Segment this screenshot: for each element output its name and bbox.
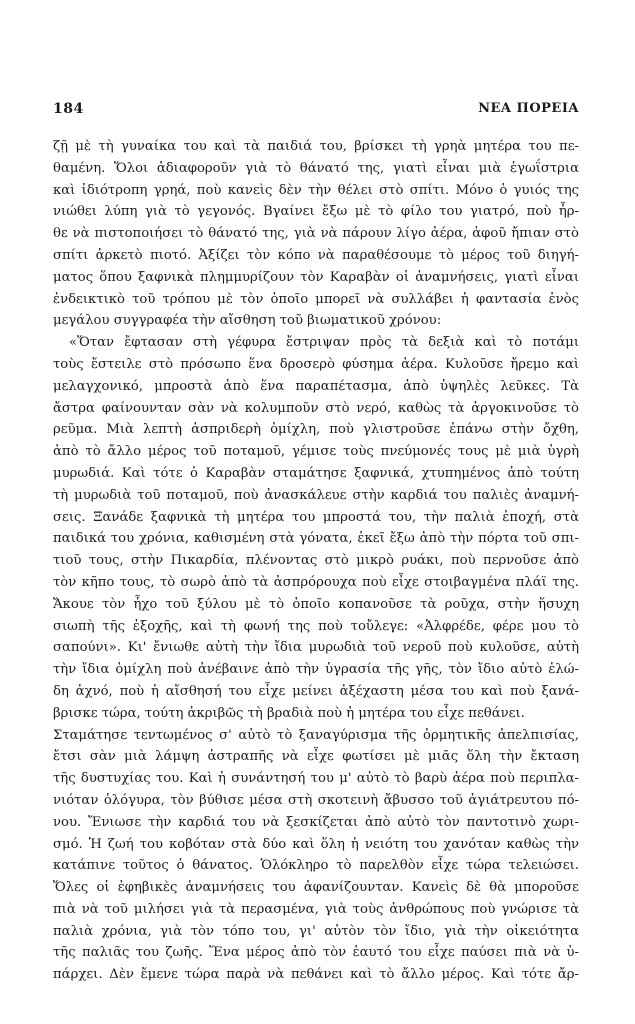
- text-line: τῆς παλιᾶς του ζωῆς. Ἕνα μέρος ἀπὸ τὸν ἑαυτό του εἶχε παύσει πιὰ νὰ ὑ-: [53, 945, 579, 961]
- text-line: Σταμάτησε τεντωμένος σ' αὐτὸ τὸ ξαναγύρισμα τῆς ὁρμητικῆς ἀπελπισίας,: [53, 727, 579, 743]
- text-line: μελαγχονικό, μπροστὰ ἀπὸ ἕνα παραπέτασμα, ἀπὸ ὑψηλὲς λεῦκες. Τὰ: [53, 378, 579, 394]
- text-line: σεις. Ξανάδε ξαφνικὰ τὴ μητέρα του μπροστά του, τὴν παλιὰ ἐποχή, στὰ: [53, 509, 579, 525]
- text-line: νιώθει λύπη γιὰ τὸ γεγονός. Βγαίνει ἔξω μὲ τὸ φίλο του γιατρό, ποὺ ἦρ-: [53, 204, 579, 220]
- text-line: θαμένη. Ὅλοι ἀδιαφοροῦν γιὰ τὸ θάνατό της, γιατὶ εἶναι μιὰ ἐγωΐστρια: [53, 160, 579, 176]
- running-head: ΝΕΑ ΠΟΡΕΙΑ: [478, 101, 579, 116]
- text-line: παλιὰ χρόνια, γιὰ τὸν τόπο του, γι' αὐτὸν τὸν ἴδιο, γιὰ τὴν οἰκειότητα: [53, 923, 579, 939]
- text-line: νιόταν ὁλόγυρα, τὸν βύθισε μέσα στὴ σκοτεινὴ ἄβυσσο τοῦ ἀγιάτρευτου πό-: [53, 792, 579, 808]
- text-line: τῆς δυστυχίας του. Καὶ ἡ συνάντησή του μ' αὐτὸ τὸ βαρὺ ἀέρα ποὺ περιπλα-: [53, 771, 579, 787]
- text-line: σαπούνι». Κι' ἔνιωθε αὐτὴ τὴν ἴδια μυρωδιὰ τοῦ νεροῦ ποὺ κυλοῦσε, αὐτὴ: [53, 640, 579, 656]
- page-number: 184: [53, 101, 84, 117]
- text-line: σιωπὴ τῆς ἐξοχῆς, καὶ τὴ φωνή της ποὺ τοὔλεγε: «Ἀλφρέδε, φέρε μου τὸ: [53, 618, 579, 634]
- text-line: καὶ ἰδιότροπη γρηά, ποὺ κανεὶς δὲν τὴν θέλει στὸ σπίτι. Μόνο ὁ γυιός της: [53, 182, 579, 198]
- text-line: Ὅλες οἱ ἐφηβικὲς ἀναμνήσεις του ἀφανίζουνταν. Κανεὶς δὲ θὰ μποροῦσε: [53, 880, 579, 896]
- text-line: Ἄκουε τὸν ἦχο τοῦ ξύλου μὲ τὸ ὁποῖο κοπανοῦσε τὰ ροῦχα, στὴν ἥσυχη: [53, 596, 579, 612]
- text-line: ἀπὸ τὸ ἄλλο μέρος τοῦ ποταμοῦ, γέμισε τοὺς πνεύμονές τους μὲ μιὰ ὑγρὴ: [53, 444, 579, 460]
- text-line: πιὰ νὰ τοῦ μιλήσει γιὰ τὰ περασμένα, γιὰ τοὺς ἀνθρώπους ποὺ γνώρισε τὰ: [53, 901, 579, 917]
- text-line: σμό. Ἡ ζωή του κοβόταν στὰ δύο καὶ ὅλη ἡ νειότη του χανόταν καθὼς τὴν: [53, 836, 579, 852]
- text-line: παιδικά του χρόνια, καθισμένη στὰ γόνατα, ἐκεῖ ἔξω ἀπὸ τὴν πόρτα τοῦ σπι-: [53, 531, 579, 547]
- body-text: [53, 136, 579, 986]
- text-line: ματος ὅπου ξαφνικὰ πλημμυρίζουν τὸν Καραβὰν οἱ ἀναμνήσεις, γιατὶ εἶναι: [53, 269, 579, 285]
- text-line: ἔτσι σὰν μιὰ λάμψη ἀστραπῆς νὰ εἶχε φωτίσει μὲ μιᾶς ὅλη τὴν ἔκταση: [53, 749, 579, 765]
- text-line: θε νὰ πιστοποιήσει τὸ θάνατό της, γιὰ νὰ πάρουν λίγο ἀέρα, ἀφοῦ ἤπιαν στὸ: [53, 226, 579, 242]
- text-line: μυρωδιά. Καὶ τότε ὁ Καραβὰν σταμάτησε ξαφνικά, χτυπημένος ἀπὸ τούτη: [53, 465, 579, 481]
- text-line: τιοῦ τους, στὴν Πικαρδία, πλένοντας στὸ μικρὸ ρυάκι, ποὺ περνοῦσε ἀπὸ: [53, 553, 579, 569]
- text-line: τοὺς ἔστειλε στὸ πρόσωπο ἕνα δροσερὸ φύσημα ἀέρα. Κυλοῦσε ἤρεμο καὶ: [53, 356, 579, 372]
- text-line: ρεῦμα. Μιὰ λεπτὴ ἀσπριδερὴ ὁμίχλη, ποὺ γλιστροῦσε ἐπάνω στὴν ὄχθη,: [53, 422, 579, 438]
- text-line: νου. Ἔνιωσε τὴν καρδιά του νὰ ξεσκίζεται ἀπὸ αὐτὸ τὸν παντοτινὸ χωρι-: [53, 814, 579, 830]
- text-line: «Ὅταν ἔφτασαν στὴ γέφυρα ἔστριψαν πρὸς τὰ δεξιὰ καὶ τὸ ποτάμι: [69, 335, 579, 351]
- text-line: ἐνδεικτικὸ τοῦ τρόπου μὲ τὸν ὁποῖο μπορεῖ νὰ συλλάβει ἡ φαντασία ἑνὸς: [53, 291, 579, 307]
- text-line: τὴ μυρωδιὰ τοῦ ποταμοῦ, ποὺ ἀνασκάλευε στὴν καρδιά του παλιὲς ἀναμνή-: [53, 487, 579, 503]
- text-line: μεγάλου συγγραφέα τὴν αἴσθηση τοῦ βιωματικοῦ χρόνου:: [53, 313, 442, 329]
- text-line: πάρχει. Δὲν ἔμενε τώρα παρὰ νὰ πεθάνει καὶ τὸ ἄλλο μέρος. Καὶ τότε ἄρ-: [53, 967, 579, 983]
- text-line: τὴν ἴδια ὁμίχλη ποὺ ἀνέβαινε ἀπὸ τὴν ὑγρασία τῆς γῆς, τὸν ἴδιο αὐτὸ ἑλώ-: [53, 662, 579, 678]
- text-line: σπίτι ἀρκετὸ πιοτό. Ἀξίζει τὸν κόπο νὰ παραθέσουμε τὸ μέρος τοῦ διηγή-: [53, 247, 579, 263]
- text-line: δη ἀχνό, ποὺ ἡ αἴσθησή του εἶχε μείνει ἀξέχαστη μέσα του καὶ ποὺ ξανά-: [53, 683, 579, 699]
- page-header: [53, 101, 579, 123]
- text-line: τὸν κῆπο τους, τὸ σωρὸ ἀπὸ τὰ ἀσπρόρουχα ποὺ εἶχε στοιβαγμένα πλάϊ της.: [53, 574, 579, 590]
- text-line: βρισκε τώρα, τούτη ἀκριβῶς τὴ βραδιὰ ποὺ ἡ μητέρα του εἶχε πεθάνει.: [53, 705, 525, 721]
- text-line: ζῇ μὲ τὴ γυναίκα του καὶ τὰ παιδιά του, βρίσκει τὴ γρηὰ μητέρα του πε-: [53, 139, 579, 154]
- text-line: ἄστρα φαίνουνταν σὰν νὰ κολυμποῦν στὸ νερό, καθὼς τὰ ἀργοκινοῦσε τὸ: [53, 400, 579, 416]
- text-line: κατάπινε τοῦτος ὁ θάνατος. Ὁλόκληρο τὸ παρελθὸν εἶχε τώρα τελειώσει.: [53, 858, 579, 874]
